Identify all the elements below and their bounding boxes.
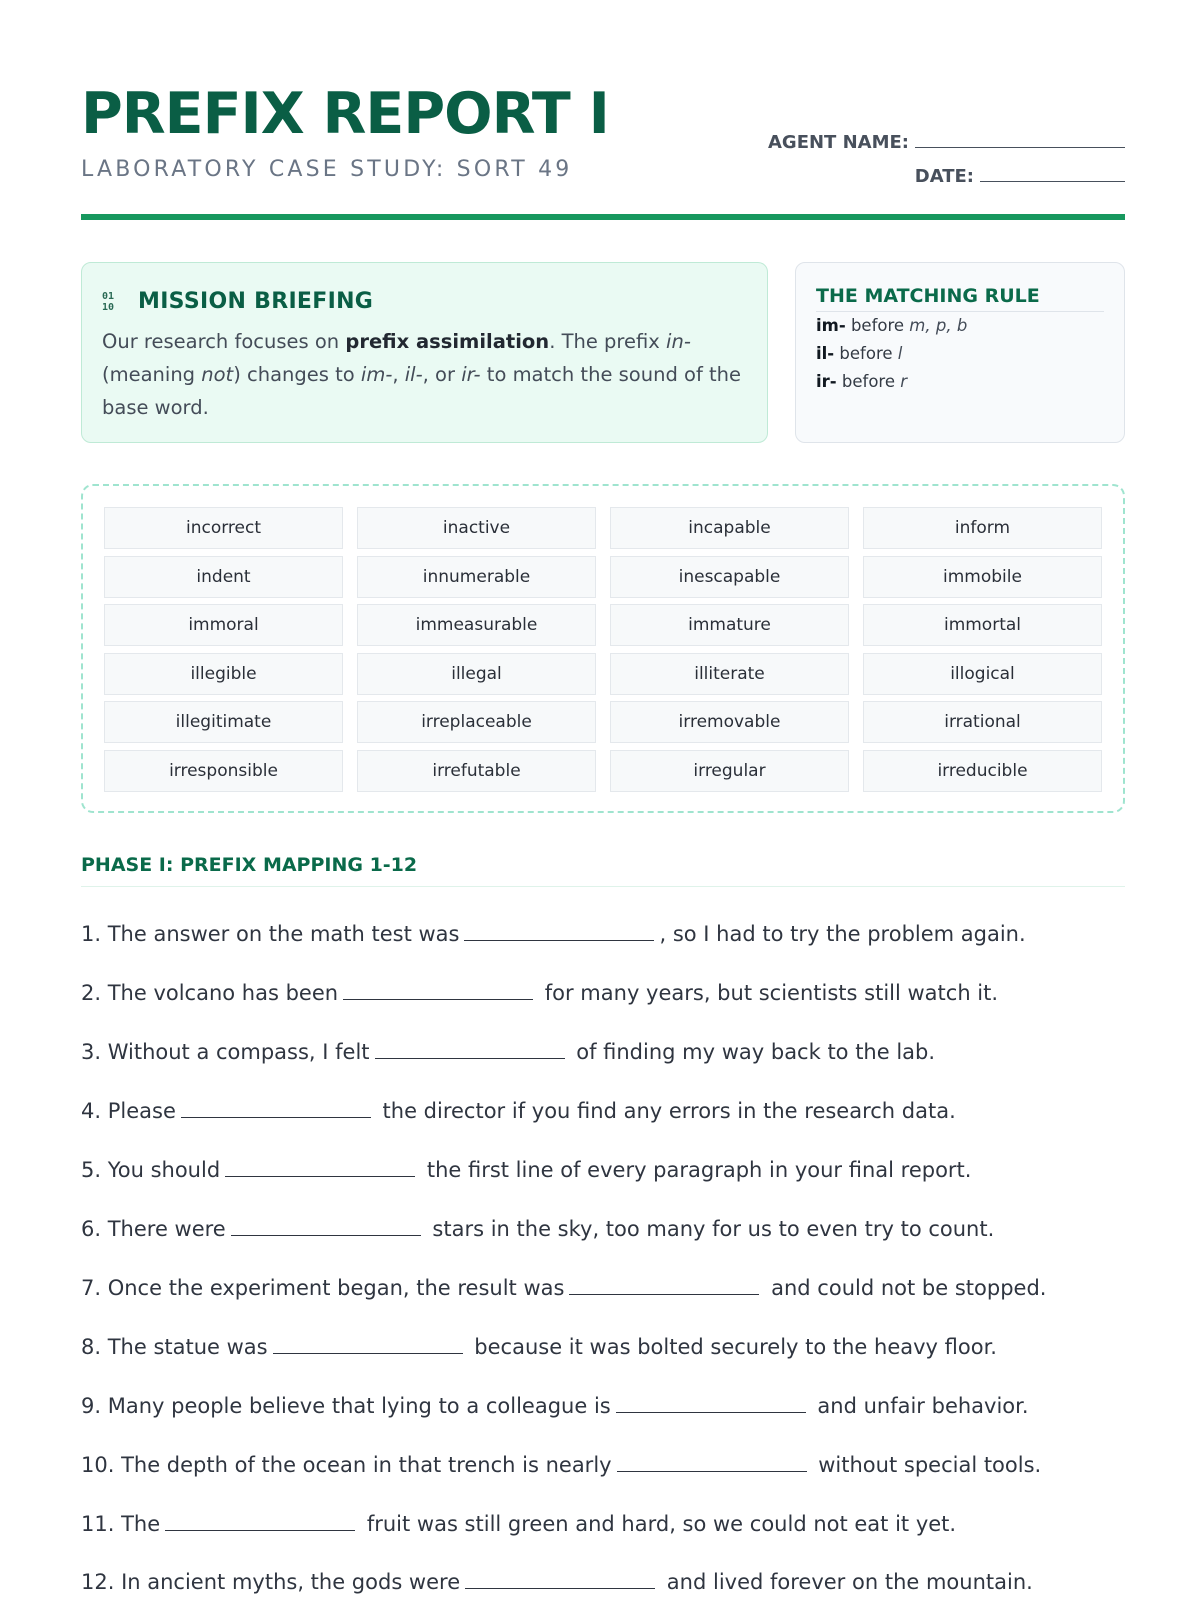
word-card[interactable]: immoral bbox=[104, 604, 343, 646]
briefing-header bbox=[102, 285, 747, 317]
word-card[interactable]: inescapable bbox=[610, 556, 849, 598]
header-divider bbox=[81, 214, 1125, 220]
date-row bbox=[768, 160, 1125, 194]
phase-heading: PHASE I: PREFIX MAPPING 1-12 bbox=[81, 854, 1125, 887]
word-card[interactable]: irresponsible bbox=[104, 750, 343, 792]
word-card[interactable]: immeasurable bbox=[357, 604, 596, 646]
question-item: 9. Many people believe that lying to a colleague is and unfair behavior. bbox=[81, 1394, 1029, 1418]
briefing-title: MISSION BRIEFING bbox=[138, 288, 374, 314]
answer-blank[interactable] bbox=[225, 1159, 415, 1177]
word-card[interactable]: illegible bbox=[104, 653, 343, 695]
question-item: 11. The fruit was still green and hard, so we could not eat it yet. bbox=[81, 1512, 957, 1536]
word-card[interactable]: irrational bbox=[863, 701, 1102, 743]
word-card[interactable]: incapable bbox=[610, 507, 849, 549]
agent-name-label: AGENT NAME: bbox=[767, 132, 909, 153]
word-bank bbox=[81, 484, 1125, 813]
agent-name-field[interactable] bbox=[915, 134, 1125, 148]
word-card[interactable]: immature bbox=[610, 604, 849, 646]
word-card[interactable]: irreducible bbox=[863, 750, 1102, 792]
agent-name-row bbox=[768, 126, 1125, 160]
answer-blank[interactable] bbox=[343, 982, 533, 1000]
matching-rule-panel bbox=[795, 262, 1125, 443]
agent-meta bbox=[768, 126, 1125, 194]
answer-blank[interactable] bbox=[569, 1277, 759, 1295]
question-item: 12. In ancient myths, the gods were and lived forever on the mountain. bbox=[81, 1570, 1033, 1594]
question-item: 4. Please the director if you find any errors in the research data. bbox=[81, 1099, 956, 1123]
answer-blank[interactable] bbox=[273, 1336, 463, 1354]
page-header bbox=[81, 82, 1125, 222]
question-item: 1. The answer on the math test was , so I had to try the problem again. bbox=[81, 922, 1026, 946]
page-subtitle: LABORATORY CASE STUDY: SORT 49 bbox=[81, 157, 573, 182]
word-card[interactable]: incorrect bbox=[104, 507, 343, 549]
question-item: 10. The depth of the ocean in that trench is nearly without special tools. bbox=[81, 1453, 1042, 1477]
date-field[interactable] bbox=[980, 168, 1125, 182]
answer-blank[interactable] bbox=[465, 1571, 655, 1589]
rule-row: il- before l bbox=[816, 344, 903, 363]
question-item: 8. The statue was because it was bolted securely to the heavy floor. bbox=[81, 1335, 997, 1359]
word-card[interactable]: inform bbox=[863, 507, 1102, 549]
answer-blank[interactable] bbox=[181, 1100, 371, 1118]
answer-blank[interactable] bbox=[617, 1454, 807, 1472]
answer-blank[interactable] bbox=[231, 1218, 421, 1236]
word-card[interactable]: innumerable bbox=[357, 556, 596, 598]
answer-blank[interactable] bbox=[616, 1395, 806, 1413]
word-card[interactable]: irremovable bbox=[610, 701, 849, 743]
briefing-text: Our research focuses on prefix assimilation. The prefix in- (meaning not) changes to im-, il-, or ir- to match the sound of the base word. bbox=[102, 330, 742, 419]
date-label: DATE: bbox=[914, 166, 974, 187]
word-card[interactable]: illegitimate bbox=[104, 701, 343, 743]
word-card[interactable]: immortal bbox=[863, 604, 1102, 646]
page-title: PREFIX REPORT I bbox=[81, 81, 609, 147]
mission-briefing-panel bbox=[81, 262, 768, 443]
word-card[interactable]: immobile bbox=[863, 556, 1102, 598]
word-card[interactable]: irreplaceable bbox=[357, 701, 596, 743]
word-card[interactable]: irrefutable bbox=[357, 750, 596, 792]
binary-icon bbox=[102, 290, 124, 312]
answer-blank[interactable] bbox=[165, 1513, 355, 1531]
word-card[interactable]: irregular bbox=[610, 750, 849, 792]
word-card[interactable]: inactive bbox=[357, 507, 596, 549]
question-item: 3. Without a compass, I felt of finding my way back to the lab. bbox=[81, 1040, 936, 1064]
answer-blank[interactable] bbox=[375, 1041, 565, 1059]
word-card[interactable]: illiterate bbox=[610, 653, 849, 695]
rule-row: im- before m, p, b bbox=[816, 316, 968, 335]
svg-text:01: 01 bbox=[102, 291, 115, 302]
svg-text:10: 10 bbox=[102, 302, 115, 312]
answer-blank[interactable] bbox=[464, 923, 654, 941]
word-card[interactable]: illegal bbox=[357, 653, 596, 695]
question-item: 5. You should the first line of every paragraph in your final report. bbox=[81, 1158, 972, 1182]
question-item: 7. Once the experiment began, the result was and could not be stopped. bbox=[81, 1276, 1047, 1300]
question-item: 2. The volcano has been for many years, but scientists still watch it. bbox=[81, 981, 999, 1005]
matching-rule-title: THE MATCHING RULE bbox=[816, 285, 1104, 312]
word-card[interactable]: indent bbox=[104, 556, 343, 598]
rule-row: ir- before r bbox=[816, 372, 908, 391]
question-item: 6. There were stars in the sky, too many for us to even try to count. bbox=[81, 1217, 995, 1241]
word-card[interactable]: illogical bbox=[863, 653, 1102, 695]
